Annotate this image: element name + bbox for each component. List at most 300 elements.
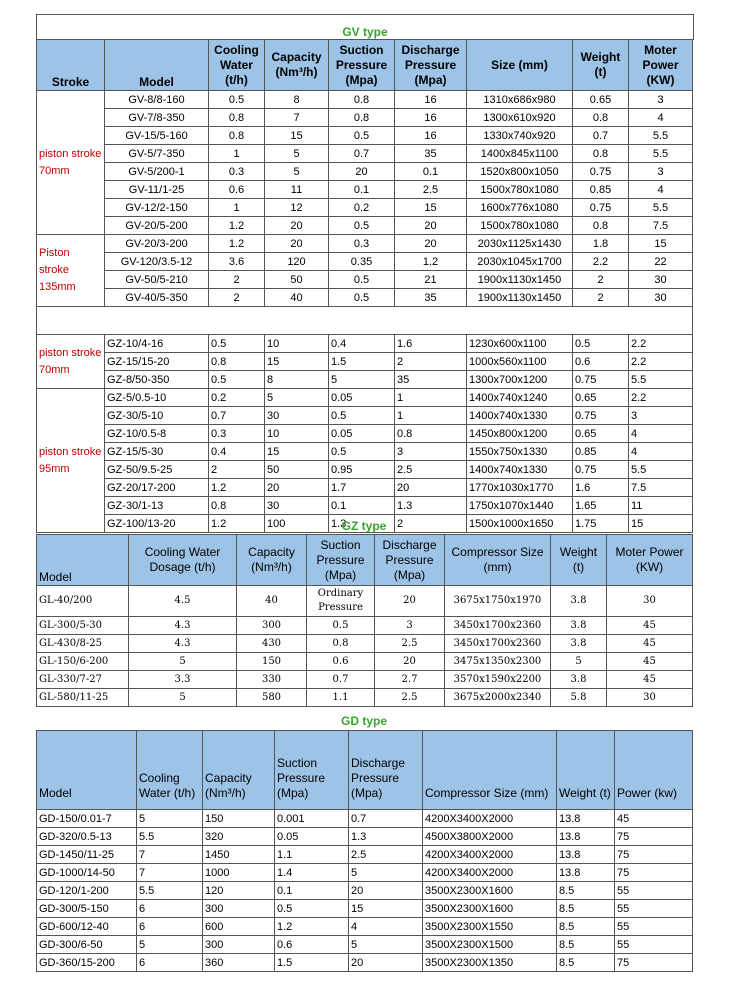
gv-cell: 1500x780x1080 xyxy=(467,181,573,199)
gz-cell: 1550x750x1330 xyxy=(467,443,573,461)
gd-cell: 7 xyxy=(137,864,203,882)
gz-cell: 0.5 xyxy=(209,335,265,353)
gv-cell: 20 xyxy=(265,235,329,253)
gd-cell: 0.7 xyxy=(349,810,423,828)
gd-table-row xyxy=(37,936,693,954)
gz-cell: 0.8 xyxy=(209,353,265,371)
gd-cell: 320 xyxy=(203,828,275,846)
gd-cell: 1.4 xyxy=(275,864,349,882)
gv-cell: 1.2 xyxy=(395,253,467,271)
gv-cell: 5.5 xyxy=(629,199,693,217)
gv-cell: 15 xyxy=(629,235,693,253)
gz-cell: 0.7 xyxy=(209,407,265,425)
gd-cell: 6 xyxy=(137,900,203,918)
gl-cell: 3475x1350x2300 xyxy=(445,653,551,671)
gv-cell: 1900x1130x1450 xyxy=(467,271,573,289)
gv-cell: 0.5 xyxy=(329,217,395,235)
gd-cell: 4200X3400X2000 xyxy=(423,846,557,864)
gd-header-cooling: Cooling Water (t/h) xyxy=(137,731,203,810)
gv-table-row xyxy=(37,163,693,181)
header-suction-pressure: Suction Pressure (Mpa) xyxy=(329,40,395,91)
gz-cell: 11 xyxy=(629,497,693,515)
gl-table-row xyxy=(37,689,693,707)
gv-cell: 20 xyxy=(329,163,395,181)
gv-cell: 0.5 xyxy=(209,91,265,109)
gd-cell: 55 xyxy=(615,882,693,900)
gz-cell: 50 xyxy=(265,461,329,479)
gv-caption-bar xyxy=(36,14,694,40)
gd-header-suction: Suction Pressure (Mpa) xyxy=(275,731,349,810)
gz-cell: 0.8 xyxy=(395,425,467,443)
gz-cell: GZ-5/0.5-10 xyxy=(105,389,209,407)
gd-header-weight: Weight (t) xyxy=(557,731,615,810)
gv-cell: 0.8 xyxy=(573,217,629,235)
gz-cell: 1.2 xyxy=(209,515,265,533)
gl-table-row xyxy=(37,586,693,617)
gz-cell: 15 xyxy=(265,353,329,371)
gl-cell: 2.5 xyxy=(375,635,445,653)
gz-cell: 1230x600x1100 xyxy=(467,335,573,353)
gv-cell: GV-40/5-350 xyxy=(105,289,209,307)
gz-cell: 1450x800x1200 xyxy=(467,425,573,443)
gv-cell: 1600x776x1080 xyxy=(467,199,573,217)
gl-table-row xyxy=(37,635,693,653)
gv-header-row xyxy=(37,40,693,91)
gd-type-caption: GD type xyxy=(340,714,387,728)
gv-table-row xyxy=(37,199,693,217)
gv-cell: 5 xyxy=(265,145,329,163)
gv-cell: 2 xyxy=(573,271,629,289)
gd-header-power: Power (kw) xyxy=(615,731,693,810)
gz-cell: 5 xyxy=(329,371,395,389)
gd-cell: 1.5 xyxy=(275,954,349,972)
gv-stroke-label: piston stroke 70mm xyxy=(37,91,105,235)
gv-cell: GV-5/200-1 xyxy=(105,163,209,181)
gd-cell: 3500X2300X1600 xyxy=(423,900,557,918)
gv-cell: 20 xyxy=(265,217,329,235)
gv-cell: 7 xyxy=(265,109,329,127)
gd-cell: 360 xyxy=(203,954,275,972)
gv-cell: 0.3 xyxy=(329,235,395,253)
gd-cell: 55 xyxy=(615,918,693,936)
gd-cell: 150 xyxy=(203,810,275,828)
gz-cell: 0.85 xyxy=(573,443,629,461)
gz-cell: 0.75 xyxy=(573,407,629,425)
gz-cell: GZ-100/13-20 xyxy=(105,515,209,533)
gl-cell: 0.8 xyxy=(307,635,375,653)
gl-cell: 3.8 xyxy=(551,586,607,617)
gd-spec-table xyxy=(36,730,693,972)
gl-cell: 5 xyxy=(129,653,237,671)
gv-type-caption: GV type xyxy=(342,25,388,39)
gd-cell: GD-320/0.5-13 xyxy=(37,828,137,846)
gd-cell: 75 xyxy=(615,828,693,846)
gl-cell: 30 xyxy=(607,689,693,707)
gl-cell: 5.8 xyxy=(551,689,607,707)
header-stroke: Stroke xyxy=(37,40,105,91)
gz-cell: 30 xyxy=(265,407,329,425)
gz-cell: 1000x560x1100 xyxy=(467,353,573,371)
gz-cell: 2.2 xyxy=(629,353,693,371)
gz-cell: 8 xyxy=(265,371,329,389)
gz-cell: GZ-8/50-350 xyxy=(105,371,209,389)
gd-cell: 300 xyxy=(203,936,275,954)
gz-cell: 1.6 xyxy=(395,335,467,353)
gd-cell: 0.6 xyxy=(275,936,349,954)
gz-table-row xyxy=(37,497,693,515)
gl-cell: 40 xyxy=(237,586,307,617)
gd-cell: 4200X3400X2000 xyxy=(423,864,557,882)
gv-cell: 0.8 xyxy=(573,109,629,127)
gv-cell: 0.3 xyxy=(209,163,265,181)
gd-cell: 13.8 xyxy=(557,864,615,882)
gz-cell: 0.1 xyxy=(329,497,395,515)
gd-cell: 3500X2300X1500 xyxy=(423,936,557,954)
gv-table-row xyxy=(37,127,693,145)
gv-cell: 2 xyxy=(209,271,265,289)
gd-cell: 8.5 xyxy=(557,936,615,954)
gz-stroke-label: piston stroke 95mm xyxy=(37,389,105,533)
gz-cell: 1.3 xyxy=(395,497,467,515)
gz-table-row xyxy=(37,479,693,497)
gd-cell: 15 xyxy=(349,900,423,918)
gd-cell: 6 xyxy=(137,918,203,936)
gv-cell: 22 xyxy=(629,253,693,271)
header-size: Size (mm) xyxy=(467,40,573,91)
gd-cell: 0.5 xyxy=(275,900,349,918)
gd-table-row xyxy=(37,846,693,864)
gl-cell: GL-330/7-27 xyxy=(37,671,129,689)
gz-cell: 1750x1070x1440 xyxy=(467,497,573,515)
gl-cell: 3675x2000x2340 xyxy=(445,689,551,707)
gd-cell: 75 xyxy=(615,864,693,882)
gv-cell: 5.5 xyxy=(629,127,693,145)
header-motor-power: Moter Power (KW) xyxy=(629,40,693,91)
gz-cell: GZ-10/0.5-8 xyxy=(105,425,209,443)
gz-cell: 0.95 xyxy=(329,461,395,479)
gv-table-row xyxy=(37,289,693,307)
gv-cell: 1 xyxy=(209,199,265,217)
gz-type-caption: GZ type xyxy=(341,519,387,533)
gv-cell: 3 xyxy=(629,163,693,181)
gv-cell: GV-120/3.5-12 xyxy=(105,253,209,271)
gd-cell: GD-300/6-50 xyxy=(37,936,137,954)
gz-cell: 0.4 xyxy=(209,443,265,461)
gd-cell: 600 xyxy=(203,918,275,936)
gz-cell: 0.65 xyxy=(573,389,629,407)
gz-cell: 0.65 xyxy=(573,425,629,443)
gz-cell: 0.5 xyxy=(573,335,629,353)
gz-table-row xyxy=(37,407,693,425)
gl-cell: 3675x1750x1970 xyxy=(445,586,551,617)
gd-table-row xyxy=(37,900,693,918)
gz-table-row xyxy=(37,335,693,353)
gv-table-row xyxy=(37,217,693,235)
gv-cell: 0.75 xyxy=(573,199,629,217)
gv-cell: 1520x800x1050 xyxy=(467,163,573,181)
gl-cell: 5 xyxy=(129,689,237,707)
gd-cell: 8.5 xyxy=(557,954,615,972)
gv-cell: 1500x780x1080 xyxy=(467,217,573,235)
gz-cell: 2 xyxy=(395,515,467,533)
gz-cell: 3 xyxy=(629,407,693,425)
gz-cell: 1.75 xyxy=(573,515,629,533)
gv-cell: 2030x1125x1430 xyxy=(467,235,573,253)
gz-cell: 15 xyxy=(629,515,693,533)
gd-cell: 45 xyxy=(615,810,693,828)
gv-cell: 0.1 xyxy=(395,163,467,181)
gl-cell: 0.5 xyxy=(307,617,375,635)
gv-table-row xyxy=(37,271,693,289)
gz-body xyxy=(37,307,693,533)
gv-cell: 1900x1130x1450 xyxy=(467,289,573,307)
gd-cell: 8.5 xyxy=(557,900,615,918)
gz-cell: GZ-30/5-10 xyxy=(105,407,209,425)
gl-cell: 0.6 xyxy=(307,653,375,671)
gv-cell: 3.6 xyxy=(209,253,265,271)
gv-body xyxy=(37,91,693,307)
gl-header-cooling: Cooling Water Dosage (t/h) xyxy=(129,535,237,586)
gd-cell: 3500X2300X1600 xyxy=(423,882,557,900)
gl-cell: 0.7 xyxy=(307,671,375,689)
gz-cell: 0.4 xyxy=(329,335,395,353)
gl-header-size: Compressor Size (mm) xyxy=(445,535,551,586)
gl-table-row xyxy=(37,617,693,635)
gz-cell: 5.5 xyxy=(629,371,693,389)
gv-cell: 0.35 xyxy=(329,253,395,271)
gv-cell: 0.8 xyxy=(329,109,395,127)
gl-cell: 45 xyxy=(607,635,693,653)
gv-cell: 0.8 xyxy=(573,145,629,163)
gv-cell: 4 xyxy=(629,181,693,199)
gl-cell: 3570x1590x2200 xyxy=(445,671,551,689)
gv-cell: 4 xyxy=(629,109,693,127)
gv-cell: 1330x740x920 xyxy=(467,127,573,145)
gv-cell: GV-15/5-160 xyxy=(105,127,209,145)
gl-cell: 45 xyxy=(607,653,693,671)
gd-header-discharge: Discharge Pressure (Mpa) xyxy=(349,731,423,810)
gl-cell: GL-300/5-30 xyxy=(37,617,129,635)
gd-cell: 3500X2300X1550 xyxy=(423,918,557,936)
gz-cell: GZ-15/5-30 xyxy=(105,443,209,461)
gv-cell: 0.6 xyxy=(209,181,265,199)
gv-cell: GV-20/5-200 xyxy=(105,217,209,235)
gv-cell: 20 xyxy=(395,235,467,253)
gz-cell: 20 xyxy=(265,479,329,497)
gl-cell: 30 xyxy=(607,586,693,617)
gv-cell: 35 xyxy=(395,145,467,163)
gv-cell: 1.2 xyxy=(209,235,265,253)
gv-cell: 2 xyxy=(209,289,265,307)
gl-cell: 3.3 xyxy=(129,671,237,689)
header-discharge-pressure: Discharge Pressure (Mpa) xyxy=(395,40,467,91)
gv-table-row xyxy=(37,235,693,253)
gl-body xyxy=(37,586,693,707)
gd-cell: 2.5 xyxy=(349,846,423,864)
gl-cell: 2.5 xyxy=(375,689,445,707)
gz-cell: 0.6 xyxy=(573,353,629,371)
gz-cell: 0.8 xyxy=(209,497,265,515)
gz-cell: 1.7 xyxy=(329,479,395,497)
gd-cell: 0.1 xyxy=(275,882,349,900)
header-cooling-water: Cooling Water (t/h) xyxy=(209,40,265,91)
gz-cell: 1 xyxy=(395,407,467,425)
gl-cell: Ordinary Pressure xyxy=(307,586,375,617)
gv-cell: 1400x845x1100 xyxy=(467,145,573,163)
gz-cell: GZ-20/17-200 xyxy=(105,479,209,497)
gl-header-discharge: Discharge Pressure (Mpa) xyxy=(375,535,445,586)
gz-cell: 1300x700x1200 xyxy=(467,371,573,389)
gz-table-row xyxy=(37,353,693,371)
gv-cell: 16 xyxy=(395,109,467,127)
gz-stroke-label: piston stroke 70mm xyxy=(37,335,105,389)
gl-cell: 3.8 xyxy=(551,671,607,689)
gz-cell: 5.5 xyxy=(629,461,693,479)
gz-cell: 1770x1030x1770 xyxy=(467,479,573,497)
gl-cell: 45 xyxy=(607,671,693,689)
gd-table-row xyxy=(37,954,693,972)
gv-cell: 0.8 xyxy=(209,127,265,145)
gd-cell: 5 xyxy=(137,936,203,954)
gv-cell: GV-8/8-160 xyxy=(105,91,209,109)
gd-cell: 5.5 xyxy=(137,828,203,846)
gz-cell: 4 xyxy=(629,443,693,461)
gz-cell: 1.5 xyxy=(329,353,395,371)
gz-table-row xyxy=(37,461,693,479)
gd-cell: 20 xyxy=(349,954,423,972)
gl-cell: 150 xyxy=(237,653,307,671)
gz-cell: 1400x740x1330 xyxy=(467,407,573,425)
gz-cell: 0.05 xyxy=(329,389,395,407)
gd-cell: GD-120/1-200 xyxy=(37,882,137,900)
gz-cell: 10 xyxy=(265,425,329,443)
gv-cell: 0.2 xyxy=(329,199,395,217)
gz-cell: 0.5 xyxy=(329,443,395,461)
gv-cell: 0.1 xyxy=(329,181,395,199)
gl-cell: 3450x1700x2360 xyxy=(445,617,551,635)
gv-cell: 15 xyxy=(395,199,467,217)
gl-cell: 4.5 xyxy=(129,586,237,617)
gd-cell: 0.05 xyxy=(275,828,349,846)
gd-table-row xyxy=(37,864,693,882)
gz-cell: 1.65 xyxy=(573,497,629,515)
section-spacer xyxy=(37,307,693,335)
gv-cell: 21 xyxy=(395,271,467,289)
gv-cell: 0.5 xyxy=(329,289,395,307)
gv-cell: 15 xyxy=(265,127,329,145)
gl-cell: 20 xyxy=(375,586,445,617)
gd-cell: 55 xyxy=(615,936,693,954)
gd-cell: 1450 xyxy=(203,846,275,864)
gz-cell: 1.2 xyxy=(209,479,265,497)
gv-gz-table-wrapper xyxy=(36,39,692,533)
gl-cell: 3.8 xyxy=(551,617,607,635)
gd-header-capacity: Capacity (Nm³/h) xyxy=(203,731,275,810)
gd-cell: 55 xyxy=(615,900,693,918)
gl-cell: GL-40/200 xyxy=(37,586,129,617)
gz-cell: 2 xyxy=(395,353,467,371)
gz-cell: 30 xyxy=(265,497,329,515)
gv-cell: 0.5 xyxy=(329,271,395,289)
gz-cell: 1500x1000x1650 xyxy=(467,515,573,533)
gv-cell: GV-7/8-350 xyxy=(105,109,209,127)
gl-cell: GL-150/6-200 xyxy=(37,653,129,671)
gd-cell: 1.1 xyxy=(275,846,349,864)
gd-table-row xyxy=(37,918,693,936)
gv-cell: GV-50/5-210 xyxy=(105,271,209,289)
gl-header-suction: Suction Pressure (Mpa) xyxy=(307,535,375,586)
gv-cell: 3 xyxy=(629,91,693,109)
gd-cell: GD-1000/14-50 xyxy=(37,864,137,882)
gv-table-row xyxy=(37,253,693,271)
gl-header-model: Model xyxy=(37,535,129,586)
gz-cell: 1400x740x1240 xyxy=(467,389,573,407)
header-weight: Weight (t) xyxy=(573,40,629,91)
gv-stroke-label: Piston stroke 135mm xyxy=(37,235,105,307)
gv-cell: GV-5/7-350 xyxy=(105,145,209,163)
gd-cell: 5 xyxy=(349,864,423,882)
gv-gz-spec-table xyxy=(36,39,693,533)
gz-cell: 3 xyxy=(395,443,467,461)
gd-cell: 4 xyxy=(349,918,423,936)
gl-cell: GL-430/8-25 xyxy=(37,635,129,653)
gd-cell: 6 xyxy=(137,954,203,972)
gz-cell: 2.2 xyxy=(629,335,693,353)
gz-cell: GZ-30/1-13 xyxy=(105,497,209,515)
gl-cell: 3.8 xyxy=(551,635,607,653)
gl-header-weight: Weight (t) xyxy=(551,535,607,586)
gv-cell: 40 xyxy=(265,289,329,307)
gd-cell: 8.5 xyxy=(557,918,615,936)
gd-cell: 5 xyxy=(137,810,203,828)
gz-cell: 0.75 xyxy=(573,371,629,389)
gl-spec-table xyxy=(36,534,693,707)
gd-cell: 4500X3800X2000 xyxy=(423,828,557,846)
gv-cell: 30 xyxy=(629,271,693,289)
gl-cell: 1.1 xyxy=(307,689,375,707)
gd-cell: GD-1450/11-25 xyxy=(37,846,137,864)
gl-table-row xyxy=(37,671,693,689)
gd-cell: GD-300/5-150 xyxy=(37,900,137,918)
gz-cell: 10 xyxy=(265,335,329,353)
gv-cell: 35 xyxy=(395,289,467,307)
gv-cell: 0.8 xyxy=(209,109,265,127)
gz-table-row xyxy=(37,371,693,389)
gz-cell: GZ-50/9.5-25 xyxy=(105,461,209,479)
gz-table-row xyxy=(37,389,693,407)
gd-table-row xyxy=(37,810,693,828)
gd-body xyxy=(37,810,693,972)
gd-cell: 5.5 xyxy=(137,882,203,900)
gz-cell: 0.05 xyxy=(329,425,395,443)
gv-cell: 20 xyxy=(395,217,467,235)
gl-table-wrapper xyxy=(36,534,692,707)
gd-cell: 75 xyxy=(615,954,693,972)
gv-table-row xyxy=(37,181,693,199)
gd-cell: 3500X2300X1350 xyxy=(423,954,557,972)
gd-cell: 4200X3400X2000 xyxy=(423,810,557,828)
gv-cell: 16 xyxy=(395,91,467,109)
gl-cell: 3 xyxy=(375,617,445,635)
gz-cell: 0.3 xyxy=(209,425,265,443)
gd-cell: GD-360/15-200 xyxy=(37,954,137,972)
gz-table-row xyxy=(37,443,693,461)
gz-cell: 0.2 xyxy=(209,389,265,407)
gz-cell: 1.3 xyxy=(329,515,395,533)
gl-cell: 580 xyxy=(237,689,307,707)
gv-cell: 2030x1045x1700 xyxy=(467,253,573,271)
gd-cell: 20 xyxy=(349,882,423,900)
